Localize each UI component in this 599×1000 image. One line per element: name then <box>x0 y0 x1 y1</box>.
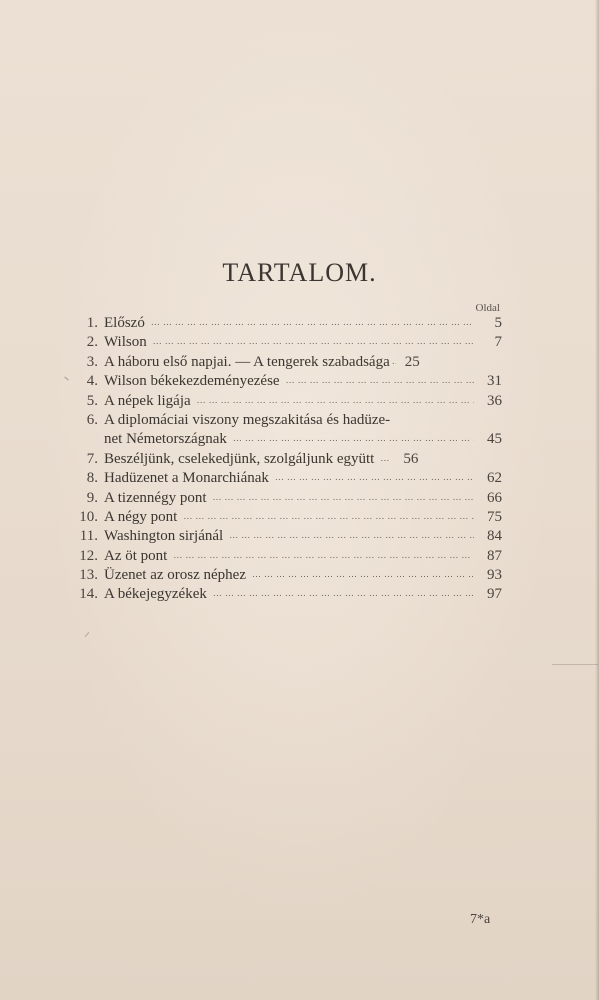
page-column-header: Oldal <box>475 302 500 314</box>
entry-number: 9. <box>86 489 98 506</box>
page-title: TARTALOM. <box>222 258 377 287</box>
dot-leader <box>213 584 474 603</box>
dot-leader <box>392 352 396 371</box>
entry-title: Üzenet az orosz néphez <box>104 567 247 584</box>
entry-page: 97 <box>487 586 502 603</box>
entry-title: Hadüzenet a Monarchiának <box>104 470 269 487</box>
entry-title: Wilson békekezdeményezése <box>104 373 280 390</box>
entry-number: 8. <box>86 470 98 487</box>
entry-page: 36 <box>487 392 502 409</box>
entry-page: 93 <box>487 567 502 584</box>
entry-title: A tizennégy pont <box>104 489 207 506</box>
dot-leader <box>153 332 474 351</box>
toc-entry <box>76 333 502 352</box>
dot-leader <box>212 488 474 507</box>
dot-leader <box>173 546 474 565</box>
entry-page: 5 <box>494 315 502 331</box>
dot-leader <box>286 371 474 390</box>
entry-title: A békejegyzékek <box>104 586 207 603</box>
entry-title: A népek ligája <box>104 392 191 409</box>
toc-entry <box>76 411 502 430</box>
paper-blemish <box>64 377 68 381</box>
entry-page: 87 <box>487 547 502 564</box>
entry-number: 2. <box>86 334 98 351</box>
entry-number: 1. <box>86 315 98 331</box>
entry-number: 11. <box>79 528 98 545</box>
toc-entry <box>76 469 502 488</box>
entry-title: A négy pont <box>104 508 178 525</box>
toc-entry <box>76 489 502 508</box>
entry-number: 13. <box>79 567 98 584</box>
signature-mark: 7*a <box>470 912 491 927</box>
page-edge-shadow <box>595 0 599 1000</box>
entry-number: 10. <box>79 508 98 525</box>
toc-entry <box>76 450 502 469</box>
entry-number: 6. <box>86 411 98 428</box>
entry-page: 45 <box>487 431 502 448</box>
entry-page: 62 <box>487 470 502 487</box>
dot-leader <box>275 468 474 487</box>
dot-leader <box>233 429 474 448</box>
entry-number: 3. <box>86 353 98 370</box>
paper-blemish <box>85 632 90 637</box>
toc-entry <box>76 527 502 546</box>
dot-leader <box>183 507 474 526</box>
toc-entry <box>76 392 502 411</box>
toc-entry <box>76 372 502 391</box>
entry-number: 5. <box>86 392 98 409</box>
entry-page: 66 <box>487 489 502 506</box>
entry-page: 31 <box>487 373 502 390</box>
entry-number: 4. <box>86 373 98 390</box>
entry-title: Beszéljünk, cselekedjünk, szolgáljunk együtt <box>104 450 375 467</box>
table-of-contents <box>76 314 502 605</box>
entry-page: 84 <box>487 528 502 545</box>
dot-leader <box>197 391 474 410</box>
entry-title: A diplomáciai viszony megszakitása és hadüze- <box>104 411 391 428</box>
entry-page: 7 <box>494 334 502 351</box>
entry-page: 75 <box>487 508 502 525</box>
toc-entry-continuation <box>76 430 502 449</box>
dot-leader <box>252 565 474 584</box>
entry-page: 56 <box>403 450 419 467</box>
entry-number: 12. <box>79 547 98 564</box>
entry-title: Washington sirjánál <box>104 528 224 545</box>
entry-number: 14. <box>79 586 98 603</box>
toc-entry <box>76 585 502 604</box>
toc-entry <box>76 314 502 333</box>
toc-entry <box>76 547 502 566</box>
dot-leader <box>380 449 390 468</box>
entry-title: Előszó <box>104 315 145 331</box>
entry-number: 7. <box>86 450 98 467</box>
toc-entry <box>76 353 502 372</box>
entry-title: Az öt pont <box>104 547 168 564</box>
dot-leader <box>229 526 474 545</box>
entry-title: A háboru első napjai. — A tengerek szabadsága <box>104 353 390 370</box>
entry-title-continuation: net Németországnak <box>104 431 227 448</box>
toc-entry <box>76 566 502 585</box>
entry-page: 25 <box>404 353 420 370</box>
toc-entry <box>76 508 502 527</box>
entry-title: Wilson <box>104 334 147 351</box>
paper-blemish <box>552 664 598 665</box>
dot-leader <box>151 313 474 332</box>
